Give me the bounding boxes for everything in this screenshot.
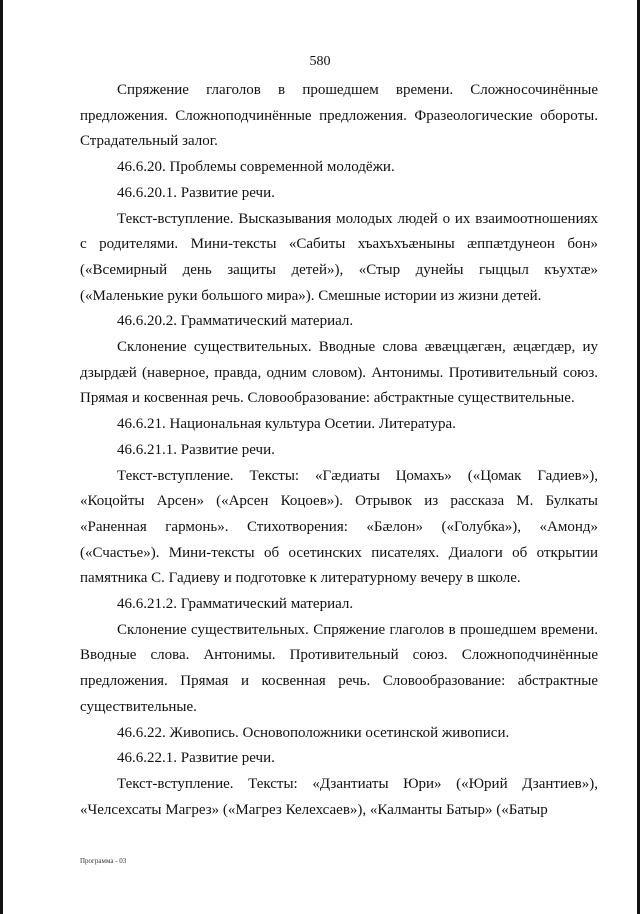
subsection-heading: 46.6.22.1. Развитие речи. bbox=[117, 750, 275, 767]
document-body bbox=[80, 78, 598, 823]
paragraph: Склонение существительных. Спряжение глаголов в прошедшем времени. Вводные слова. Антонимы. Противительный союз. Сложноподчинённые предложения. Прямая и косвенная речь. Словообразование: абстрактные существительные. bbox=[80, 621, 598, 715]
paragraph: Спряжение глаголов в прошедшем времени. Сложносочинённые предложения. Сложноподчинённые предложения. Фразеологические обороты. Страдательный залог. bbox=[80, 82, 598, 150]
footer-note: Программа - 03 bbox=[80, 857, 127, 865]
subsection-heading: 46.6.21.1. Развитие речи. bbox=[117, 441, 275, 458]
paragraph: Текст-вступление. Высказывания молодых людей о их взаимоотношениях с родителями. Мини-тексты «Сабиты хъахъхъæныны æппæтдунеон бон» («Всемирный день защиты детей»), «Стыр дунейы гыццыл къухтæ» («Маленькие руки большого мира»). Смешные истории из жизни детей. bbox=[80, 210, 598, 304]
section-heading: 46.6.20. Проблемы современной молодёжи. bbox=[117, 159, 395, 176]
paragraph: Текст-вступление. Тексты: «Дзантиаты Юри» («Юрий Дзантиев»), «Челсехсаты Магрез» («Магрез Келехсаев»), «Калманты Батыр» («Батыр bbox=[80, 775, 598, 818]
paragraph: Текст-вступление. Тексты: «Гæдиаты Цомахъ» («Цомак Гадиев»), «Коцойты Арсен» («Арсен Коцоев»). Отрывок из рассказа М. Булкаты «Раненная гармонь». Стихотворения: «Бæлон» («Голубка»), «Амонд» («Счастье»). Мини-тексты об осетинских писателях. Диалоги об открытии памятника С. Гадиеву и подготовке к литературному вечеру в школе. bbox=[80, 467, 598, 587]
page-number: 580 bbox=[309, 54, 331, 69]
page-edge-left bbox=[0, 0, 3, 914]
subsection-heading: 46.6.20.1. Развитие речи. bbox=[117, 184, 275, 201]
paragraph: Склонение существительных. Вводные слова æвæццæгæн, æцæгдæр, иу дзырдæй (наверное, правда, одним словом). Антонимы. Противительный союз. Прямая и косвенная речь. Словообразование: абстрактные существительные. bbox=[80, 339, 598, 407]
section-heading: 46.6.21. Национальная культура Осетии. Литература. bbox=[117, 416, 456, 433]
subsection-heading: 46.6.20.2. Грамматический материал. bbox=[117, 313, 354, 330]
section-heading: 46.6.22. Живопись. Основоположники осетинской живописи. bbox=[117, 724, 510, 741]
subsection-heading: 46.6.21.2. Грамматический материал. bbox=[117, 596, 354, 613]
